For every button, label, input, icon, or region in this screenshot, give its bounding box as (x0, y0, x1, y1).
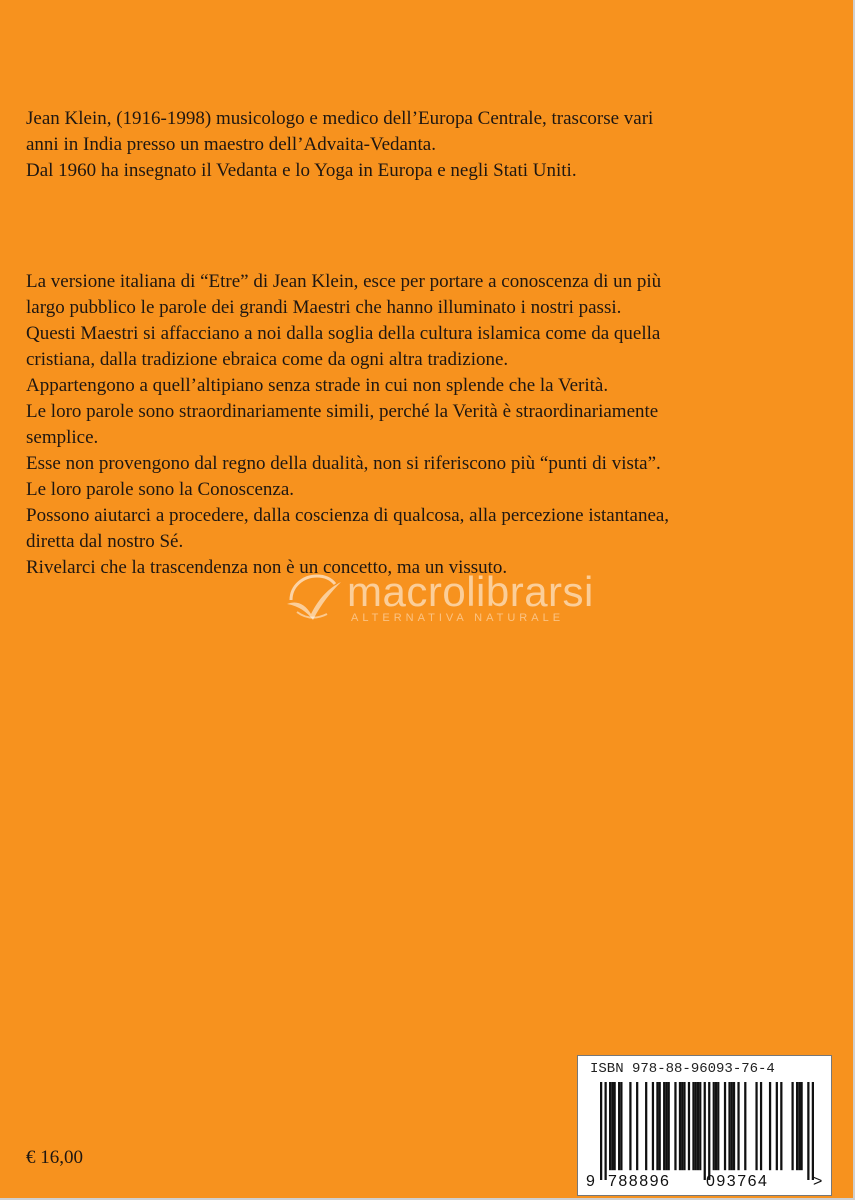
barcode-bar (724, 1082, 726, 1170)
barcode-bar (713, 1082, 715, 1170)
description-line: La versione italiana di “Etre” di Jean Klein, esce per portare a conoscenza di un più (26, 271, 662, 292)
barcode-bar (674, 1082, 676, 1170)
author-bio-line: Dal 1960 ha insegnato il Vedanta e lo Yoga in Europa e negli Stati Uniti. (26, 160, 577, 181)
barcode-bar (683, 1082, 685, 1170)
barcode-bar (812, 1082, 814, 1180)
barcode-bar (600, 1082, 602, 1180)
description-line: Rivelarci che la trascendenza non è un concetto, ma un vissuto. (26, 557, 508, 578)
barcode-bar (665, 1082, 667, 1170)
barcode-bar (780, 1082, 782, 1170)
barcode-bar (737, 1082, 739, 1170)
barcode-bar (663, 1082, 665, 1170)
book-description (26, 269, 806, 581)
barcode-bar (715, 1082, 717, 1170)
barcode-bar (618, 1082, 620, 1170)
isbn-barcode (577, 1055, 832, 1196)
description-line: semplice. (26, 427, 99, 448)
author-bio-line: Jean Klein, (1916-1998) musicologo e medico dell’Europa Centrale, trascorse vari (26, 108, 654, 129)
barcode-bar (695, 1082, 697, 1170)
description-line: Questi Maestri si affacciano a noi dalla soglia della cultura islamica come da quella (26, 323, 661, 344)
description-line: Le loro parole sono la Conoscenza. (26, 479, 295, 500)
barcode-bar (611, 1082, 613, 1170)
barcode-bar (614, 1082, 616, 1170)
barcode-end-marker: > (813, 1173, 823, 1190)
description-line: diretta dal nostro Sé. (26, 531, 184, 552)
isbn-label: ISBN 978-88-96093-76-4 (590, 1061, 775, 1077)
barcode-first-digit: 9 (586, 1173, 595, 1190)
description-line: largo pubblico le parole dei grandi Maestri che hanno illuminato i nostri passi. (26, 297, 622, 318)
description-line: Esse non provengono dal regno della dualità, non si riferiscono più “punti di vista”. (26, 453, 661, 474)
barcode-bar (704, 1082, 706, 1180)
leaf-check-logo-icon (283, 570, 345, 624)
barcode-bar (697, 1082, 699, 1170)
barcode-bar (798, 1082, 800, 1170)
barcode-bar (755, 1082, 757, 1170)
watermark-brand-name: macrolibrarsi (347, 568, 594, 615)
barcode-bar (776, 1082, 778, 1170)
watermark-tagline: ALTERNATIVA NATURALE (351, 612, 565, 624)
barcode-bar (620, 1082, 622, 1170)
macrolibrarsi-watermark (283, 568, 594, 630)
barcode-bar (659, 1082, 661, 1170)
barcode-bar (645, 1082, 647, 1170)
barcode-bar (731, 1082, 733, 1170)
description-line: Possono aiutarci a procedere, dalla coscienza di qualcosa, alla percezione istantanea, (26, 505, 670, 526)
barcode-bar (656, 1082, 658, 1170)
barcode-bar (636, 1082, 638, 1170)
barcode-bar (629, 1082, 631, 1170)
barcode-bar (652, 1082, 654, 1170)
barcode-digits (584, 1172, 827, 1192)
barcode-bar (728, 1082, 730, 1170)
barcode-bar (760, 1082, 762, 1170)
barcode-bar (681, 1082, 683, 1170)
barcode-bar (605, 1082, 607, 1180)
barcode-bar (800, 1082, 802, 1170)
barcode-bar (679, 1082, 681, 1170)
barcode-bar (733, 1082, 735, 1170)
barcode-bar (708, 1082, 710, 1180)
barcode-bar (692, 1082, 694, 1170)
barcode-right-digits: 093764 (706, 1173, 769, 1190)
barcode-bar (688, 1082, 690, 1170)
description-line: Appartengono a quell’altipiano senza strade in cui non splende che la Verità. (26, 375, 609, 396)
barcode-bar (796, 1082, 798, 1170)
barcode-bar (744, 1082, 746, 1170)
barcode-bar (699, 1082, 701, 1170)
description-line: Le loro parole sono straordinariamente simili, perché la Verità è straordinariamente (26, 401, 659, 422)
barcode-left-digits: 788896 (608, 1173, 671, 1190)
barcode-bar (609, 1082, 611, 1170)
barcode-bars (600, 1082, 814, 1180)
price-label: € 16,00 (26, 1147, 83, 1168)
barcode-bar (717, 1082, 719, 1170)
barcode-bar (791, 1082, 793, 1170)
author-bio-line: anni in India presso un maestro dell’Advaita-Vedanta. (26, 134, 436, 155)
author-bio (26, 106, 806, 184)
barcode-bar (807, 1082, 809, 1180)
description-line: cristiana, dalla tradizione ebraica come da ogni altra tradizione. (26, 349, 509, 370)
barcode-bar (769, 1082, 771, 1170)
barcode-bar (668, 1082, 670, 1170)
